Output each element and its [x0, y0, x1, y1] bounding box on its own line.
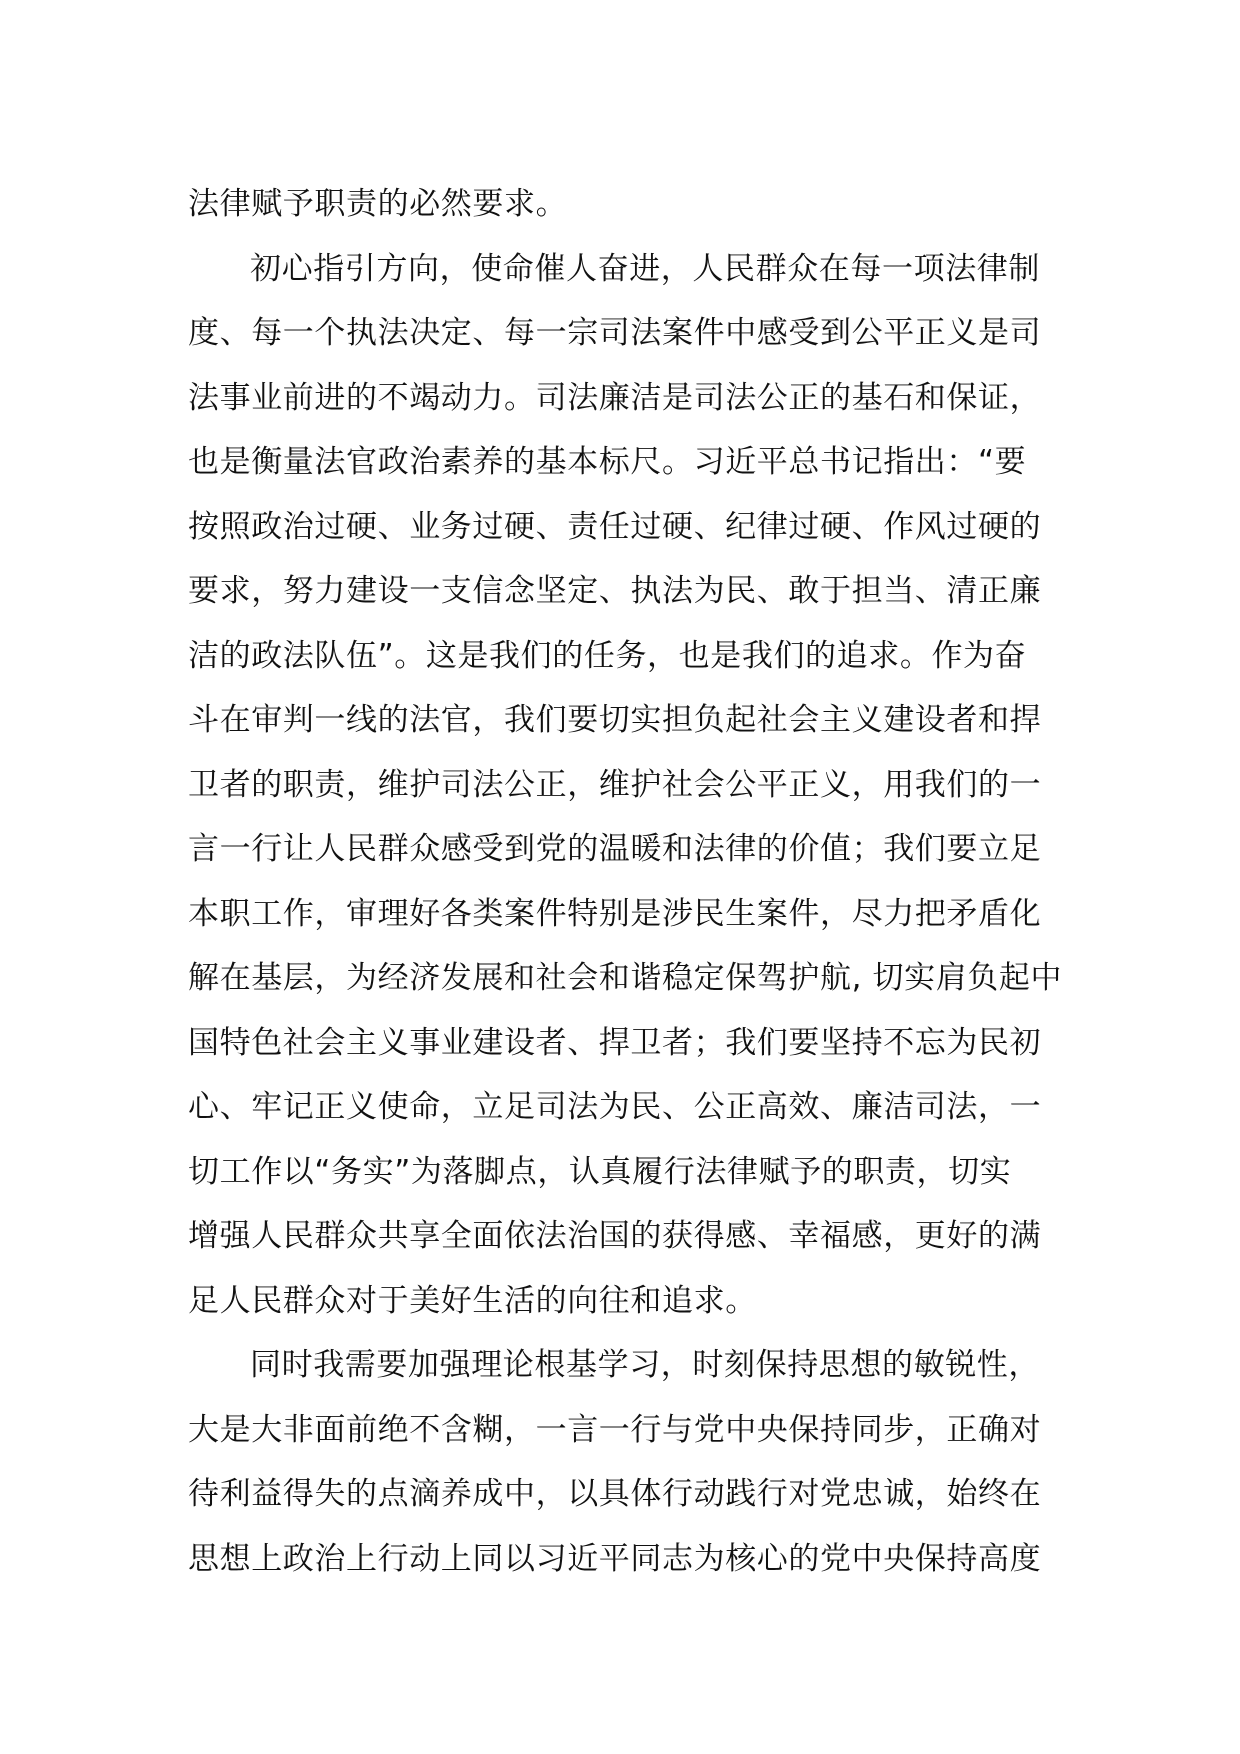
text-line: 要求，努力建设一支信念坚定、执法为民、敢于担当、清正廉 [188, 573, 1042, 609]
text-line: 度、每一个执法决定、每一宗司法案件中感受到公平正义是司 [188, 315, 1042, 351]
text-line: 初心指引方向，使命催人奋进，人民群众在每一项法律制 [250, 250, 1040, 287]
text-line: 增强人民群众共享全面依法治国的获得感、幸福感，更好的满 [188, 1218, 1042, 1254]
document-body [188, 172, 1063, 1591]
text-line: 按照政治过硬、业务过硬、责任过硬、纪律过硬、作风过硬的 [188, 508, 1042, 545]
text-line: 同时我需要加强理论根基学习，时刻保持思想的敏锐性， [250, 1347, 1040, 1383]
text-line: 足人民群众对于美好生活的向往和追求。 [188, 1282, 757, 1319]
text-line: 洁的政法队伍”。这是我们的任务，也是我们的追求。作为奋 [188, 637, 1027, 674]
text-line: 国特色社会主义事业建设者、捍卫者；我们要坚持不忘为民初 [188, 1024, 1042, 1061]
text-line: 解在基层，为经济发展和社会和谐稳定保驾护航, 切实肩负起中 [188, 960, 1063, 996]
text-line: 本职工作，审理好各类案件特别是涉民生案件，尽力把矛盾化 [188, 895, 1042, 932]
text-line: 思想上政治上行动上同以习近平同志为核心的党中央保持高度 [188, 1540, 1042, 1577]
text-line: 言一行让人民群众感受到党的温暖和法律的价值；我们要立足 [188, 831, 1042, 867]
text-line: 法事业前进的不竭动力。司法廉洁是司法公正的基石和保证， [188, 379, 1042, 416]
text-line: 法律赋予职责的必然要求。 [188, 186, 568, 222]
text-line: 心、牢记正义使命，立足司法为民、公正高效、廉洁司法，一 [188, 1089, 1042, 1125]
text-line: 切工作以“务实”为落脚点，认真履行法律赋予的职责，切实 [188, 1153, 1012, 1190]
text-line: 卫者的职责，维护司法公正，维护社会公平正义，用我们的一 [188, 766, 1042, 803]
text-line: 大是大非面前绝不含糊，一言一行与党中央保持同步，正确对 [188, 1411, 1042, 1448]
text-line: 斗在审判一线的法官，我们要切实担负起社会主义建设者和捍 [188, 702, 1042, 738]
text-line: 待利益得失的点滴养成中，以具体行动践行对党忠诚，始终在 [188, 1476, 1042, 1512]
text-line: 也是衡量法官政治素养的基本标尺。习近平总书记指出：“要 [188, 444, 1027, 480]
